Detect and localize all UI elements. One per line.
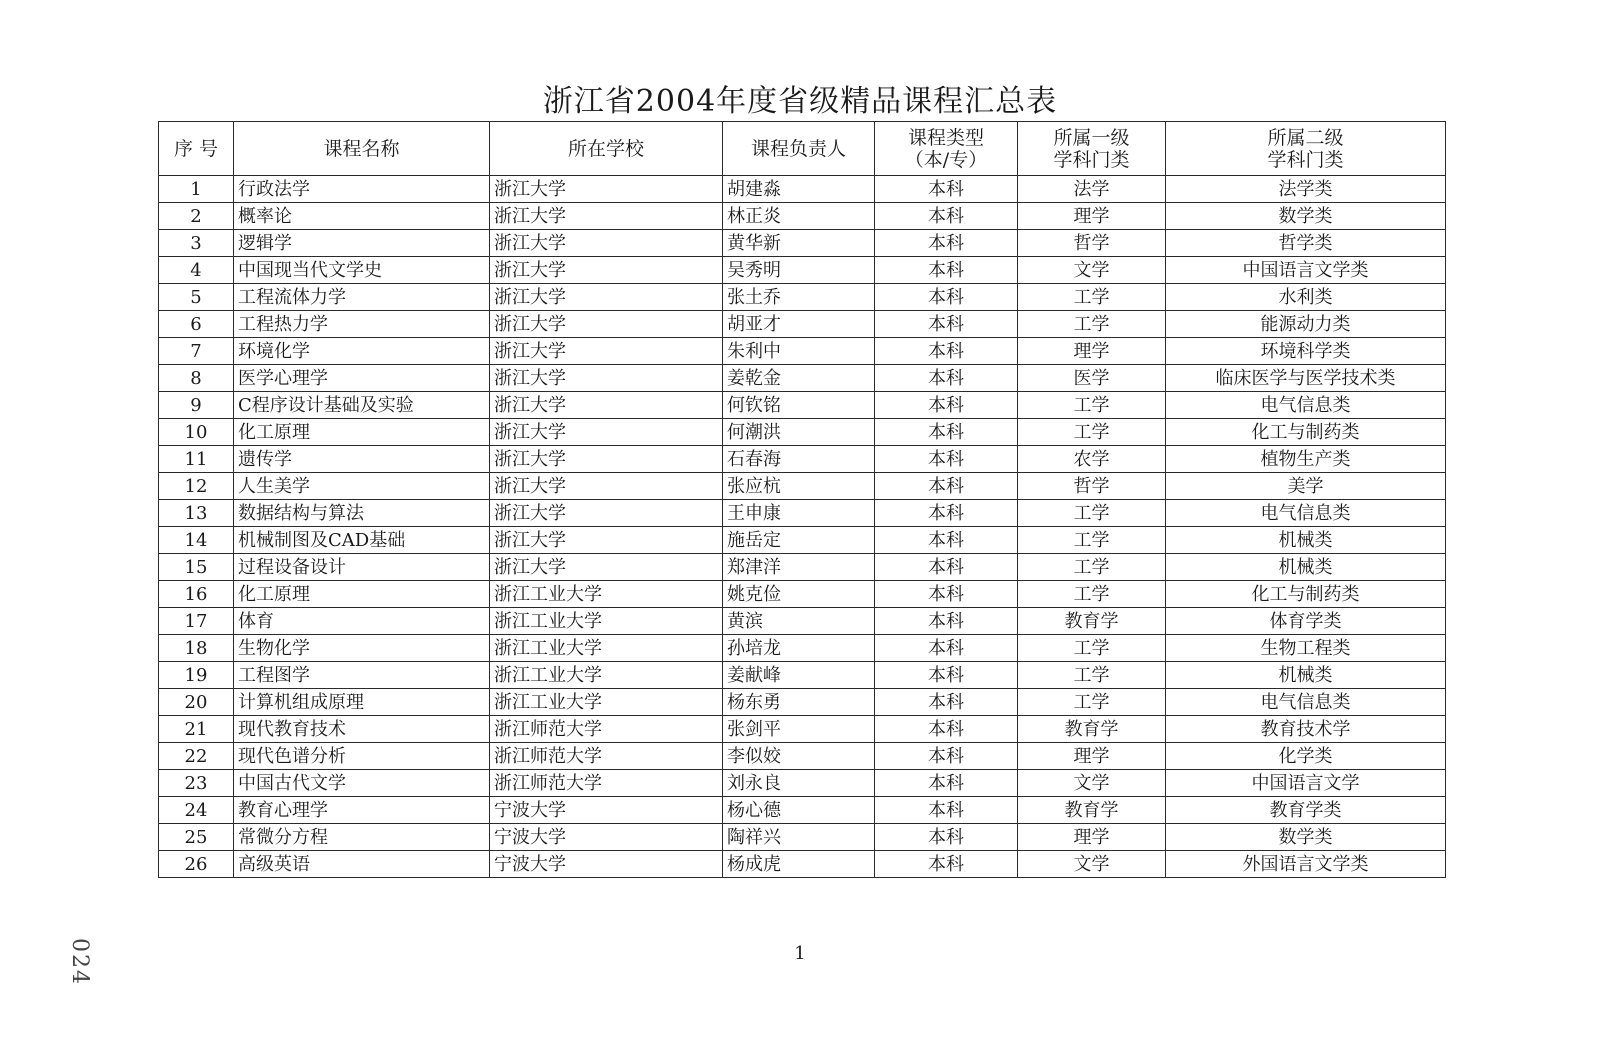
cell-course-name: 中国古代文学: [234, 770, 490, 797]
cell-discipline-2: 教育学类: [1166, 797, 1446, 824]
cell-course-name: 高级英语: [234, 851, 490, 878]
cell-course-type: 本科: [875, 770, 1018, 797]
cell-course-type: 本科: [875, 635, 1018, 662]
cell-course-type: 本科: [875, 797, 1018, 824]
cell-discipline-2: 中国语言文学: [1166, 770, 1446, 797]
cell-seq: 3: [159, 230, 234, 257]
cell-course-type: 本科: [875, 257, 1018, 284]
table-row: [159, 635, 1446, 662]
header-row: [159, 122, 1446, 176]
cell-seq: 4: [159, 257, 234, 284]
header-discipline-1: [1018, 122, 1166, 176]
cell-discipline-2: 外国语言文学类: [1166, 851, 1446, 878]
cell-discipline-2: 植物生产类: [1166, 446, 1446, 473]
cell-course-name: 遗传学: [234, 446, 490, 473]
cell-lead: 郑津洋: [723, 554, 875, 581]
cell-course-name: 教育心理学: [234, 797, 490, 824]
cell-seq: 19: [159, 662, 234, 689]
cell-discipline-2: 数学类: [1166, 203, 1446, 230]
cell-lead: 黄华新: [723, 230, 875, 257]
cell-seq: 12: [159, 473, 234, 500]
cell-course-name: 人生美学: [234, 473, 490, 500]
cell-course-name: 化工原理: [234, 419, 490, 446]
cell-discipline-1: 医学: [1018, 365, 1166, 392]
cell-course-name: 过程设备设计: [234, 554, 490, 581]
table-row: [159, 797, 1446, 824]
cell-course-type: 本科: [875, 203, 1018, 230]
cell-lead: 吴秀明: [723, 257, 875, 284]
cell-seq: 17: [159, 608, 234, 635]
cell-course-type: 本科: [875, 824, 1018, 851]
cell-course-type: 本科: [875, 689, 1018, 716]
cell-lead: 姜献峰: [723, 662, 875, 689]
cell-school: 浙江大学: [490, 284, 723, 311]
cell-seq: 6: [159, 311, 234, 338]
table-row: [159, 257, 1446, 284]
cell-seq: 13: [159, 500, 234, 527]
cell-lead: 张剑平: [723, 716, 875, 743]
cell-discipline-1: 工学: [1018, 662, 1166, 689]
cell-course-name: 工程流体力学: [234, 284, 490, 311]
cell-seq: 18: [159, 635, 234, 662]
table-row: [159, 581, 1446, 608]
cell-discipline-2: 机械类: [1166, 554, 1446, 581]
cell-lead: 胡亚才: [723, 311, 875, 338]
cell-seq: 23: [159, 770, 234, 797]
cell-discipline-2: 机械类: [1166, 527, 1446, 554]
table-row: [159, 716, 1446, 743]
cell-seq: 11: [159, 446, 234, 473]
cell-discipline-2: 教育技术学: [1166, 716, 1446, 743]
cell-seq: 9: [159, 392, 234, 419]
cell-discipline-2: 水利类: [1166, 284, 1446, 311]
cell-lead: 杨成虎: [723, 851, 875, 878]
cell-course-type: 本科: [875, 581, 1018, 608]
cell-school: 浙江工业大学: [490, 608, 723, 635]
cell-seq: 25: [159, 824, 234, 851]
cell-seq: 8: [159, 365, 234, 392]
cell-discipline-1: 教育学: [1018, 716, 1166, 743]
cell-school: 浙江师范大学: [490, 716, 723, 743]
table-row: [159, 446, 1446, 473]
cell-course-name: 工程热力学: [234, 311, 490, 338]
cell-course-type: 本科: [875, 284, 1018, 311]
cell-school: 浙江大学: [490, 500, 723, 527]
cell-seq: 10: [159, 419, 234, 446]
table-row: [159, 473, 1446, 500]
cell-course-type: 本科: [875, 608, 1018, 635]
table-row: [159, 176, 1446, 203]
cell-seq: 21: [159, 716, 234, 743]
table-row: [159, 608, 1446, 635]
cell-discipline-2: 电气信息类: [1166, 392, 1446, 419]
cell-school: 浙江大学: [490, 446, 723, 473]
cell-course-name: 环境化学: [234, 338, 490, 365]
cell-school: 浙江师范大学: [490, 770, 723, 797]
table-row: [159, 527, 1446, 554]
header-lead: 课程负责人: [723, 122, 875, 176]
course-table: [158, 121, 1446, 878]
cell-seq: 15: [159, 554, 234, 581]
cell-discipline-2: 能源动力类: [1166, 311, 1446, 338]
header-discipline-2: [1166, 122, 1446, 176]
cell-course-type: 本科: [875, 662, 1018, 689]
cell-school: 宁波大学: [490, 797, 723, 824]
table-row: [159, 203, 1446, 230]
table-row: [159, 824, 1446, 851]
cell-discipline-2: 环境科学类: [1166, 338, 1446, 365]
header-course-type-line2: （本/专）: [904, 148, 988, 171]
cell-lead: 朱利中: [723, 338, 875, 365]
cell-discipline-2: 机械类: [1166, 662, 1446, 689]
header-discipline-2-line2: 学科门类: [1267, 148, 1344, 171]
cell-course-name: 概率论: [234, 203, 490, 230]
header-seq: 序 号: [159, 122, 234, 176]
cell-lead: 施岳定: [723, 527, 875, 554]
cell-lead: 何潮洪: [723, 419, 875, 446]
table-row: [159, 743, 1446, 770]
cell-discipline-2: 电气信息类: [1166, 500, 1446, 527]
cell-course-name: 计算机组成原理: [234, 689, 490, 716]
cell-discipline-1: 教育学: [1018, 608, 1166, 635]
cell-discipline-2: 化学类: [1166, 743, 1446, 770]
cell-school: 宁波大学: [490, 851, 723, 878]
cell-course-name: 化工原理: [234, 581, 490, 608]
page-title: 浙江省2004年度省级精品课程汇总表: [542, 84, 1058, 119]
cell-school: 浙江师范大学: [490, 743, 723, 770]
cell-discipline-1: 理学: [1018, 203, 1166, 230]
table-row: [159, 689, 1446, 716]
cell-course-type: 本科: [875, 527, 1018, 554]
cell-discipline-2: 数学类: [1166, 824, 1446, 851]
header-discipline-1-line1: 所属一级: [1053, 126, 1130, 149]
cell-discipline-1: 工学: [1018, 311, 1166, 338]
cell-seq: 5: [159, 284, 234, 311]
cell-course-type: 本科: [875, 176, 1018, 203]
cell-school: 浙江大学: [490, 473, 723, 500]
cell-discipline-1: 文学: [1018, 770, 1166, 797]
cell-course-type: 本科: [875, 419, 1018, 446]
cell-discipline-1: 工学: [1018, 392, 1166, 419]
cell-school: 浙江工业大学: [490, 689, 723, 716]
cell-school: 浙江工业大学: [490, 662, 723, 689]
cell-discipline-1: 文学: [1018, 257, 1166, 284]
cell-discipline-1: 文学: [1018, 851, 1166, 878]
cell-seq: 7: [159, 338, 234, 365]
cell-course-type: 本科: [875, 446, 1018, 473]
cell-discipline-1: 哲学: [1018, 230, 1166, 257]
table-row: [159, 770, 1446, 797]
cell-discipline-1: 工学: [1018, 527, 1166, 554]
cell-discipline-2: 电气信息类: [1166, 689, 1446, 716]
cell-discipline-2: 美学: [1166, 473, 1446, 500]
cell-school: 浙江工业大学: [490, 635, 723, 662]
cell-school: 浙江大学: [490, 554, 723, 581]
cell-school: 浙江大学: [490, 257, 723, 284]
cell-discipline-1: 工学: [1018, 554, 1166, 581]
page-number: 1: [794, 943, 806, 964]
cell-course-name: 数据结构与算法: [234, 500, 490, 527]
header-course-type-line1: 课程类型: [907, 126, 984, 149]
cell-discipline-1: 工学: [1018, 581, 1166, 608]
cell-discipline-2: 化工与制药类: [1166, 419, 1446, 446]
cell-course-name: 中国现当代文学史: [234, 257, 490, 284]
table-row: [159, 554, 1446, 581]
cell-course-type: 本科: [875, 230, 1018, 257]
table-row: [159, 311, 1446, 338]
cell-course-name: 医学心理学: [234, 365, 490, 392]
table-row: [159, 500, 1446, 527]
cell-course-name: 工程图学: [234, 662, 490, 689]
cell-lead: 王申康: [723, 500, 875, 527]
table-row: [159, 392, 1446, 419]
cell-course-type: 本科: [875, 500, 1018, 527]
cell-lead: 林正炎: [723, 203, 875, 230]
cell-course-type: 本科: [875, 338, 1018, 365]
cell-discipline-1: 工学: [1018, 284, 1166, 311]
cell-discipline-1: 理学: [1018, 824, 1166, 851]
cell-lead: 刘永良: [723, 770, 875, 797]
header-school: 所在学校: [490, 122, 723, 176]
cell-course-name: 常微分方程: [234, 824, 490, 851]
header-course-name: 课程名称: [234, 122, 490, 176]
cell-seq: 24: [159, 797, 234, 824]
cell-course-name: 机械制图及CAD基础: [234, 527, 490, 554]
cell-course-name: 体育: [234, 608, 490, 635]
cell-lead: 黄滨: [723, 608, 875, 635]
margin-mark: 024: [67, 938, 92, 986]
cell-lead: 李似姣: [723, 743, 875, 770]
table-row: [159, 419, 1446, 446]
table-row: [159, 365, 1446, 392]
cell-discipline-2: 中国语言文学类: [1166, 257, 1446, 284]
cell-discipline-1: 工学: [1018, 500, 1166, 527]
cell-course-name: 现代色谱分析: [234, 743, 490, 770]
table-row: [159, 851, 1446, 878]
cell-seq: 1: [159, 176, 234, 203]
cell-course-type: 本科: [875, 392, 1018, 419]
cell-school: 浙江大学: [490, 338, 723, 365]
cell-discipline-2: 体育学类: [1166, 608, 1446, 635]
table-row: [159, 662, 1446, 689]
cell-course-type: 本科: [875, 554, 1018, 581]
cell-lead: 胡建淼: [723, 176, 875, 203]
cell-school: 浙江工业大学: [490, 581, 723, 608]
cell-course-name: C程序设计基础及实验: [234, 392, 490, 419]
cell-seq: 22: [159, 743, 234, 770]
cell-seq: 2: [159, 203, 234, 230]
cell-lead: 陶祥兴: [723, 824, 875, 851]
cell-course-name: 行政法学: [234, 176, 490, 203]
cell-course-name: 生物化学: [234, 635, 490, 662]
cell-course-type: 本科: [875, 311, 1018, 338]
table-row: [159, 230, 1446, 257]
cell-lead: 张土乔: [723, 284, 875, 311]
cell-discipline-1: 法学: [1018, 176, 1166, 203]
cell-course-type: 本科: [875, 716, 1018, 743]
cell-discipline-2: 临床医学与医学技术类: [1166, 365, 1446, 392]
cell-discipline-2: 生物工程类: [1166, 635, 1446, 662]
cell-discipline-1: 理学: [1018, 743, 1166, 770]
cell-discipline-1: 农学: [1018, 446, 1166, 473]
cell-seq: 14: [159, 527, 234, 554]
cell-discipline-1: 工学: [1018, 419, 1166, 446]
table-row: [159, 284, 1446, 311]
header-course-type: [875, 122, 1018, 176]
cell-course-name: 逻辑学: [234, 230, 490, 257]
cell-course-name: 现代教育技术: [234, 716, 490, 743]
cell-school: 浙江大学: [490, 365, 723, 392]
cell-seq: 16: [159, 581, 234, 608]
cell-lead: 杨心德: [723, 797, 875, 824]
cell-discipline-2: 化工与制药类: [1166, 581, 1446, 608]
cell-lead: 张应杭: [723, 473, 875, 500]
cell-school: 浙江大学: [490, 176, 723, 203]
cell-school: 浙江大学: [490, 392, 723, 419]
table-row: [159, 338, 1446, 365]
header-discipline-1-line2: 学科门类: [1053, 148, 1130, 171]
cell-discipline-1: 工学: [1018, 635, 1166, 662]
cell-discipline-1: 哲学: [1018, 473, 1166, 500]
cell-school: 浙江大学: [490, 230, 723, 257]
cell-discipline-2: 法学类: [1166, 176, 1446, 203]
cell-discipline-1: 工学: [1018, 689, 1166, 716]
cell-seq: 20: [159, 689, 234, 716]
cell-school: 宁波大学: [490, 824, 723, 851]
cell-lead: 何钦铭: [723, 392, 875, 419]
cell-discipline-1: 理学: [1018, 338, 1166, 365]
cell-lead: 石春海: [723, 446, 875, 473]
cell-course-type: 本科: [875, 851, 1018, 878]
cell-lead: 杨东勇: [723, 689, 875, 716]
header-discipline-2-line1: 所属二级: [1267, 126, 1344, 149]
cell-school: 浙江大学: [490, 419, 723, 446]
cell-course-type: 本科: [875, 473, 1018, 500]
cell-school: 浙江大学: [490, 527, 723, 554]
cell-lead: 孙培龙: [723, 635, 875, 662]
cell-discipline-1: 教育学: [1018, 797, 1166, 824]
cell-course-type: 本科: [875, 365, 1018, 392]
cell-lead: 姜乾金: [723, 365, 875, 392]
cell-school: 浙江大学: [490, 311, 723, 338]
cell-discipline-2: 哲学类: [1166, 230, 1446, 257]
cell-lead: 姚克俭: [723, 581, 875, 608]
cell-school: 浙江大学: [490, 203, 723, 230]
cell-seq: 26: [159, 851, 234, 878]
cell-course-type: 本科: [875, 743, 1018, 770]
